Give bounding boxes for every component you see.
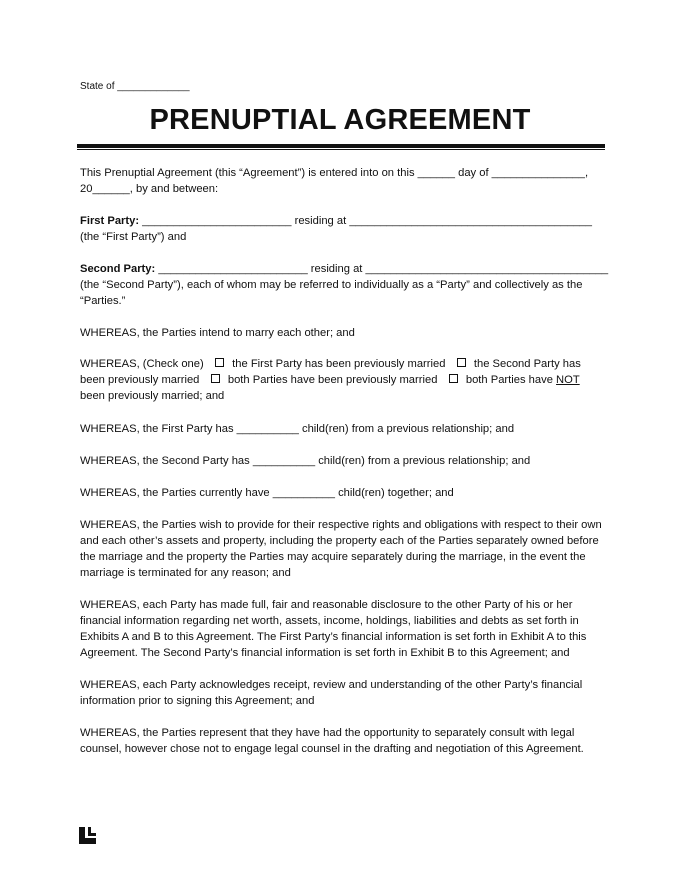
whereas-disclosure-line-2: financial information regarding net worth, assets, income, holdings, liabilities and debts as set forth in	[80, 615, 579, 627]
option-both-parties-married: both Parties have been previously married	[227, 374, 438, 386]
whereas-check-prefix: WHEREAS, (Check one)	[80, 358, 204, 370]
second-party-line-2: (the “Second Party”), each of whom may be referred to individually as a “Party” and collectively as the	[80, 279, 583, 291]
state-line: State of _____________	[80, 81, 190, 92]
whereas-second-children-text: WHEREAS, the Second Party has __________ child(ren) from a previous relationship; and	[80, 455, 531, 467]
whereas-together-children-text: WHEREAS, the Parties currently have __________ child(ren) together; and	[80, 487, 454, 499]
option-not-emphasis: NOT	[556, 374, 580, 386]
first-party-paragraph	[80, 213, 610, 245]
whereas-first-children-text: WHEREAS, the First Party has __________ child(ren) from a previous relationship; and	[80, 423, 515, 435]
whereas-counsel-line-1: WHEREAS, the Parties represent that they have had the opportunity to separately consult with legal	[80, 727, 575, 739]
whereas-together-children	[80, 485, 610, 501]
title-rule-thick	[77, 144, 605, 148]
checkbox-both-parties-married[interactable]	[211, 374, 220, 383]
second-party-paragraph	[80, 261, 610, 309]
second-party-label: Second Party:	[80, 263, 156, 275]
second-party-line-3: “Parties.”	[80, 295, 126, 307]
option-both-parties-not-prefix: both Parties have	[465, 374, 557, 386]
intro-line-1: This Prenuptial Agreement (this “Agreement”) is entered into on this ______ day of _______________,	[80, 167, 589, 179]
option-first-party-married: the First Party has been previously married	[232, 358, 446, 370]
checkbox-second-party-married[interactable]	[457, 358, 466, 367]
first-party-line-1	[80, 213, 610, 229]
option-second-party-married-cont: been previously married	[80, 374, 200, 386]
whereas-marry-text: WHEREAS, the Parties intend to marry each other; and	[80, 327, 355, 339]
whereas-rights-line-1: WHEREAS, the Parties wish to provide for their respective rights and obligations with respect to their own	[80, 519, 602, 531]
document-title: PRENUPTIAL AGREEMENT	[149, 104, 531, 136]
first-party-line-2: (the “First Party”) and	[80, 231, 187, 243]
second-party-line-1	[80, 261, 610, 277]
whereas-check-line-1	[80, 356, 610, 372]
whereas-acknowledge-line-2: information prior to signing this Agreement; and	[80, 695, 315, 707]
first-party-fields: ________________________ residing at _______________________________________	[139, 215, 592, 227]
whereas-rights-paragraph	[80, 517, 610, 581]
whereas-disclosure-line-1: WHEREAS, each Party has made full, fair and reasonable disclosure to the other Party of his or her	[80, 599, 573, 611]
whereas-second-children	[80, 453, 610, 469]
intro-paragraph	[80, 165, 610, 197]
whereas-counsel-paragraph	[80, 725, 610, 757]
option-second-party-married: the Second Party has	[473, 358, 581, 370]
title-rule-thin	[77, 149, 605, 150]
whereas-marry	[80, 325, 610, 341]
second-party-fields: ________________________ residing at _______________________________________	[155, 263, 609, 275]
whereas-rights-line-2: and each other’s assets and property, including the property each of the Parties separately owned before	[80, 535, 599, 547]
whereas-disclosure-line-3: Exhibits A and B to this Agreement. The First Party’s financial information is set forth in Exhibit A to this	[80, 631, 587, 643]
checkbox-first-party-married[interactable]	[215, 358, 224, 367]
whereas-check-line-3: been previously married; and	[80, 390, 225, 402]
first-party-label: First Party:	[80, 215, 140, 227]
whereas-acknowledge-line-1: WHEREAS, each Party acknowledges receipt, review and understanding of the other Party’s financial	[80, 679, 583, 691]
whereas-check-paragraph	[80, 356, 610, 404]
whereas-disclosure-line-4: Agreement. The Second Party’s financial information is set forth in Exhibit B to this Agreement; and	[80, 647, 570, 659]
checkbox-both-parties-not-married[interactable]	[449, 374, 458, 383]
intro-line-2: 20______, by and between:	[80, 183, 219, 195]
whereas-counsel-line-2: counsel, however chose not to engage legal counsel in the drafting and negotiation of this Agreement.	[80, 743, 584, 755]
whereas-check-line-2	[80, 372, 610, 388]
whereas-acknowledge-paragraph	[80, 677, 610, 709]
whereas-rights-line-3: the marriage and the property the Parties may acquire separately during the marriage, in the event the	[80, 551, 586, 563]
whereas-rights-line-4: marriage is terminated for any reason; and	[80, 567, 291, 579]
whereas-disclosure-paragraph	[80, 597, 610, 661]
legal-templates-logo-icon	[79, 827, 96, 844]
whereas-first-children	[80, 421, 610, 437]
